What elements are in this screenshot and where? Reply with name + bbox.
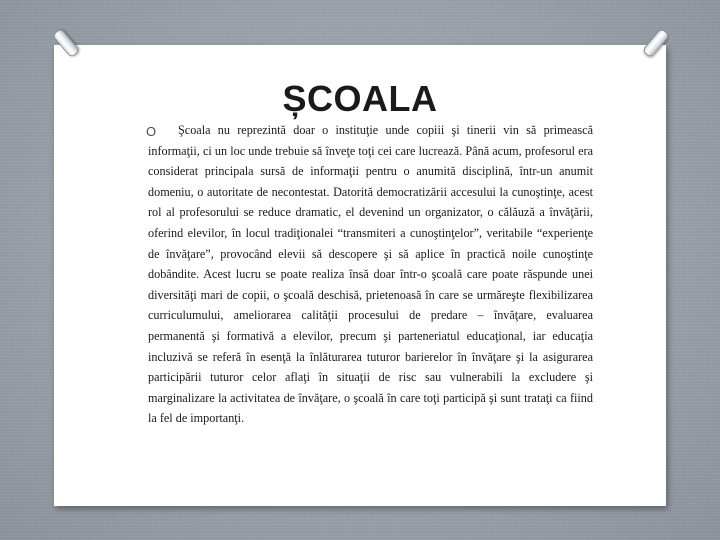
slide-title: ȘCOALA: [282, 78, 438, 119]
body-paragraph: Şcoala nu reprezintă doar o instituţie unde copiii şi tinerii vin să primească informaţii, ci un loc unde trebuie să înveţe toţi cei care lucrează. Până acum, profesorul era considerat principala sursă de informaţii pentru o anumită disciplină, într-un anumit domeniu, o autoritate de necontestat. Datorită democratizării accesului la cunoştinţe, acest rol al profesorului se reduce dramatic, el devenind un organizator, o călăuză a învăţării, oferind elevilor, în locul tradiţionalei “transmiteri a cunoştinţelor”, veritabile “experienţe de învăţare”, provocând elevii să descopere şi să aplice în practică noile cunoştinţe dobândite. Acest lucru se poate realiza însă doar într-o şcoală care poate răspunde unei diversităţi mari de copii, o şcoală deschisă, prietenoasă în care se urmăreşte flexibilizarea curriculumului, ameliorarea calităţii procesului de predare – învăţare, evaluarea permanentă şi formativă a elevilor, precum şi parteneriatul educaţional, iar educaţia incluzivă se referă în esenţă la înlăturarea tuturor barierelor în învăţare şi la asigurarea participării tuturor celor aflaţi în situaţii de risc sau vulnerabili la excludere şi marginalizare la activitatea de învăţare, o şcoală în care toţi participă şi sunt trataţi ca fiind la fel de importanţi.: [148, 123, 593, 426]
bullet-icon: O: [146, 124, 157, 139]
